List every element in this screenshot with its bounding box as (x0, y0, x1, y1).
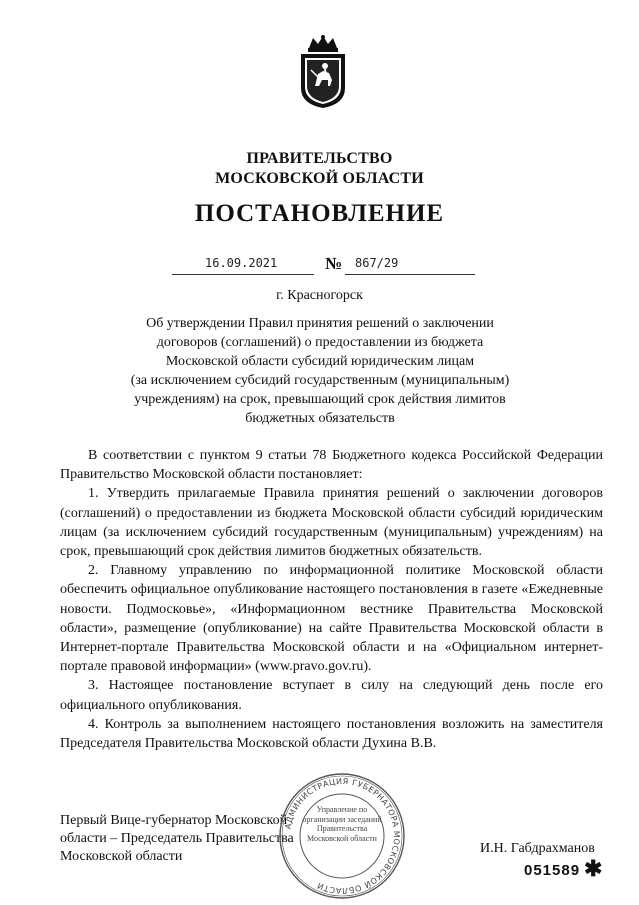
document-number: 867/29 (355, 256, 399, 270)
asterisk-mark-icon: ✱ (584, 856, 603, 881)
date-number-line (0, 256, 639, 280)
stamp-inner-text: Управление по организации заседаний Правительства Московской области (302, 805, 382, 843)
city: г. Красногорск (276, 288, 363, 303)
title-line: (за исключением субсидий государственным (муниципальным) (130, 373, 510, 388)
org-name-line1: ПРАВИТЕЛЬСТВО (246, 150, 393, 167)
signer-position-line: Первый Вице-губернатор Московской (60, 813, 288, 828)
document-title (120, 314, 520, 428)
signer-position (60, 812, 310, 866)
signer-position-line: Московской области (60, 849, 183, 864)
body-paragraph-1: 1. Утвердить прилагаемые Правила принятия решений о заключении договоров (соглашений) о предоставлении из бюджета Московской области субсидий юридическим лицам (за исключением субсидий государственным (муниципальным) учреждениям) на срок, превышающий срок действия лимитов бюджетных обязательств. (60, 486, 603, 560)
number-underline (345, 274, 475, 275)
document-date: 16.09.2021 (205, 256, 278, 270)
body-paragraph-4: 4. Контроль за выполнением настоящего постановления возложить на заместителя Председателя Правительства Московской области Духина В.В. (60, 716, 603, 752)
document-type: ПОСТАНОВЛЕНИЕ (194, 200, 445, 227)
coat-of-arms-icon (295, 34, 351, 110)
title-line: Об утверждении Правил принятия решений о заключении (146, 316, 494, 331)
date-underline (172, 274, 314, 275)
body-paragraph-2: 2. Главному управлению по информационной политике Московской области обеспечить официальное опубликование настоящего постановления в газете «Ежедневные новости. Подмосковье», «Информационном вестнике Правительства Московской области», размещение (опубликование) на сайте Правительства Московской области в Интернет-портале Правительства Московской области и на «Официальном интернет-портале правовой информации» (www.pravo.gov.ru). (60, 563, 603, 675)
body-paragraph-3: 3. Настоящее постановление вступает в силу на следующий день после его официального опубликования. (60, 678, 603, 713)
number-sign: № (325, 254, 343, 273)
signer-position-line: области – Председатель Правительства (60, 831, 294, 846)
document-body (60, 446, 603, 753)
stamp-ring-text: АДМИНИСТРАЦИЯ ГУБЕРНАТОРА МОСКОВСКОЙ ОБЛАСТИ (283, 776, 402, 896)
body-paragraph-preamble: В соответствии с пунктом 9 статьи 78 Бюджетного кодекса Российской Федерации Правительство Московской области постановляет: (60, 448, 603, 483)
title-line: учреждениям) на срок, превышающий срок действия лимитов (134, 392, 506, 407)
title-line: бюджетных обязательств (245, 411, 395, 426)
serial-number: 051589 (524, 862, 581, 879)
title-line: Московской области субсидий юридическим лицам (165, 354, 475, 369)
title-line: договоров (соглашений) о предоставлении из бюджета (156, 335, 484, 350)
org-name-line2: МОСКОВСКОЙ ОБЛАСТИ (215, 170, 424, 187)
signer-name: И.Н. Габдрахманов (480, 841, 595, 856)
